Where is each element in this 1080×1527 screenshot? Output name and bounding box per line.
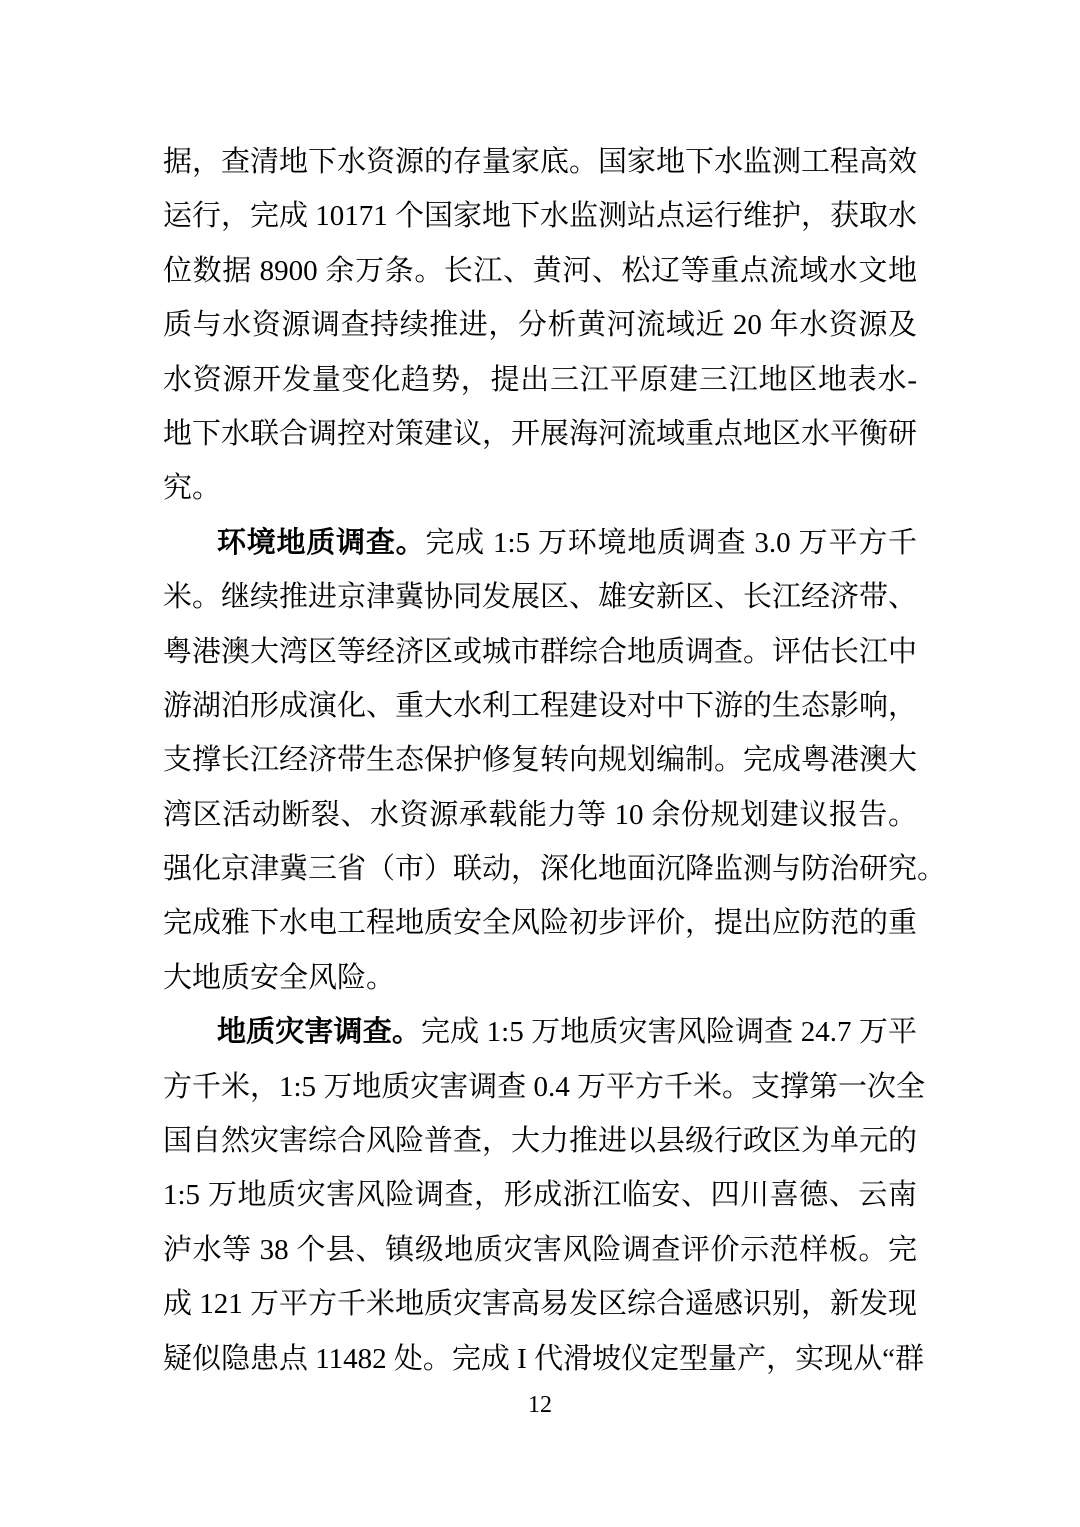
- text-line: [163, 516, 917, 570]
- page-number-footer: 12: [528, 1392, 552, 1418]
- text-line: [163, 896, 917, 950]
- body-text: 究。: [163, 472, 222, 505]
- body-text: 支撑长江经济带生态保护修复转向规划编制。完成粤港澳大: [163, 744, 918, 777]
- body-text: 泸水等 38 个县、镇级地质灾害风险调查评价示范样板。完: [163, 1233, 917, 1266]
- text-line: [163, 1332, 924, 1386]
- body-text: 疑似隐患点 11482 处。完成 I 代滑坡仪定型量产，实现从“群: [163, 1342, 924, 1375]
- paragraph-geological-hazard-survey: [163, 1005, 926, 1386]
- text-line: [163, 842, 947, 896]
- body-text: 大地质安全风险。: [163, 961, 396, 994]
- body-text: 方千米，1:5 万地质灾害调查 0.4 万平方千米。支撑第一次全: [163, 1070, 926, 1103]
- text-line: [163, 135, 917, 189]
- text-line: [163, 1005, 917, 1059]
- body-text: 游湖泊形成演化、重大水利工程建设对中下游的生态影响，: [163, 689, 918, 722]
- text-line: [163, 1060, 926, 1114]
- text-line: [163, 407, 917, 461]
- text-line: [163, 189, 917, 243]
- text-line: [163, 461, 917, 515]
- body-text: 质与水资源调查持续推进，分析黄河流域近 20 年水资源及: [163, 309, 917, 342]
- text-line: [163, 788, 917, 842]
- text-line: [163, 951, 917, 1005]
- body-text: 1:5 万地质灾害风险调查，形成浙江临安、四川喜德、云南: [163, 1179, 917, 1212]
- text-line: [163, 1277, 917, 1331]
- text-line: [163, 679, 917, 733]
- body-text: 成 121 万平方千米地质灾害高易发区综合遥感识别，新发现: [163, 1288, 918, 1321]
- text-line: [163, 298, 917, 352]
- body-text: 粤港澳大湾区等经济区或城市群综合地质调查。评估长江中: [163, 635, 918, 668]
- body-text: 国自然灾害综合风险普查，大力推进以县级行政区为单元的: [163, 1125, 918, 1158]
- body-text: 完成 1:5 万地质灾害风险调查 24.7 万平: [420, 1016, 917, 1049]
- text-line: [163, 1168, 917, 1222]
- text-line: [163, 353, 917, 407]
- document-body: [163, 135, 947, 1386]
- paragraph-groundwater-monitoring: [163, 135, 917, 516]
- text-line: [163, 1223, 917, 1277]
- body-text: 据，查清地下水资源的存量家底。国家地下水监测工程高效: [163, 146, 918, 178]
- section-heading: 地质灾害调查。: [217, 1016, 421, 1049]
- body-text: 完成雅下水电工程地质安全风险初步评价，提出应防范的重: [163, 907, 918, 940]
- text-line: [163, 1114, 917, 1168]
- body-text: 运行，完成 10171 个国家地下水监测站点运行维护，获取水: [163, 200, 918, 233]
- body-text: 完成 1:5 万环境地质调查 3.0 万平方千: [425, 526, 917, 559]
- text-line: [163, 570, 917, 624]
- text-line: [163, 625, 917, 679]
- text-line: [163, 244, 917, 298]
- body-text: 米。继续推进京津冀协同发展区、雄安新区、长江经济带、: [163, 581, 918, 614]
- body-text: 地下水联合调控对策建议，开展海河流域重点地区水平衡研: [163, 417, 918, 450]
- section-heading: 环境地质调查。: [217, 526, 426, 559]
- body-text: 湾区活动断裂、水资源承载能力等 10 余份规划建议报告。: [163, 798, 917, 831]
- body-text: 强化京津冀三省（市）联动，深化地面沉降监测与防治研究。: [163, 853, 947, 886]
- body-text: 位数据 8900 余万条。长江、黄河、松辽等重点流域水文地: [163, 254, 917, 287]
- text-line: [163, 733, 917, 787]
- body-text: 水资源开发量变化趋势，提出三江平原建三江地区地表水-: [163, 363, 917, 396]
- paragraph-environmental-geology-survey: [163, 516, 947, 1006]
